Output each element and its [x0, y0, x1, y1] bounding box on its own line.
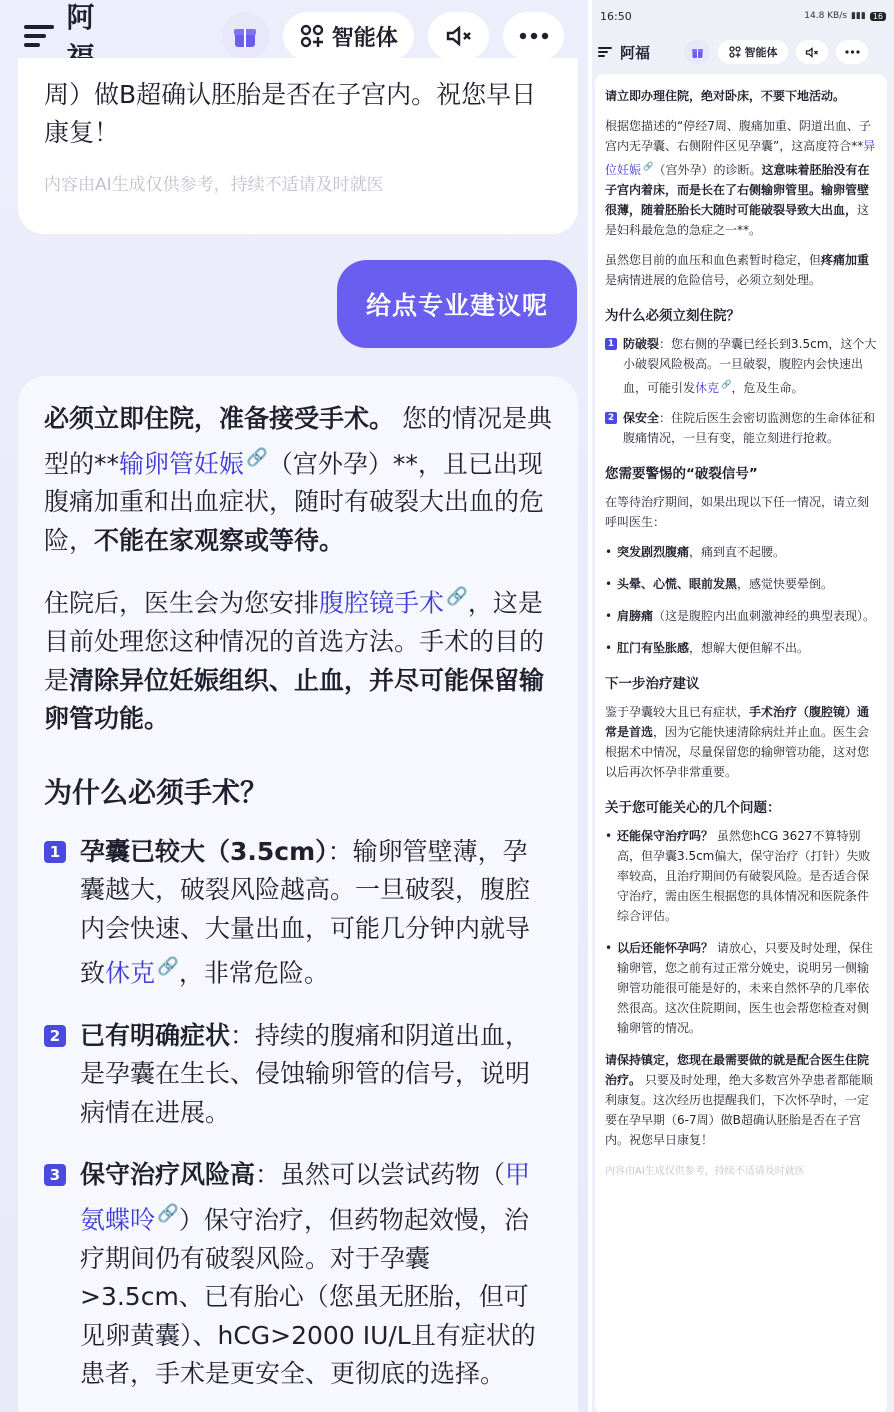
- text: ，想解大便但解不出。: [689, 641, 810, 655]
- more-button[interactable]: [836, 40, 868, 64]
- bold-text: 必须立即住院，准备接受手术。: [44, 404, 395, 433]
- bold-text: 孕囊已较大（3.5cm）: [80, 836, 328, 866]
- list-item: [44, 1017, 552, 1133]
- bold-text: 已有明确症状: [80, 1020, 231, 1050]
- previous-ai-message: [18, 58, 578, 234]
- number-badge: 1: [605, 338, 617, 350]
- text: ，这是目前处理您这种情况的首选方法。手术的目的是: [44, 588, 545, 695]
- list-item: [605, 938, 877, 1038]
- signal-icon: ▮▮▮: [850, 11, 866, 21]
- list-item: [44, 833, 552, 993]
- bold-text: 请立即办理住院，绝对卧床，不要下地活动。: [605, 89, 846, 103]
- paragraph: [605, 86, 877, 106]
- signal-list: [605, 542, 877, 658]
- bold-text: 防破裂: [623, 337, 660, 351]
- section-heading: 关于您可能关心的几个问题：: [605, 800, 781, 816]
- mute-button[interactable]: [428, 12, 489, 60]
- mute-icon: [445, 25, 473, 47]
- bold-text: 还能保守治疗吗？: [617, 829, 714, 843]
- bold-text: 这意味着胚胎没有在子宫内着床，而是长在了右侧输卵管里。输卵管壁很薄，随着胚胎长大随时可能破裂导致大出血，: [605, 163, 870, 217]
- number-badge: 2: [44, 1025, 66, 1047]
- status-icons: [804, 11, 886, 21]
- agent-icon: [729, 46, 741, 58]
- agent-label: 智能体: [744, 46, 778, 59]
- list-item: [605, 574, 877, 594]
- mute-button[interactable]: [796, 40, 828, 64]
- ai-disclaimer: 内容由AI生成仅供参考，持续不适请及时就医: [605, 1166, 805, 1177]
- text: 您的情况是典型的**: [44, 404, 552, 478]
- text: ：输卵管壁薄，孕囊越大，破裂风险越高。一旦破裂，腹腔内会快速、大量出血，可能几分钟内就导致: [80, 836, 531, 988]
- text: 这是妇科最危急的急症之一**。: [605, 203, 870, 237]
- bold-text: 清除异位妊娠组织、止血，并尽可能保留输卵管功能。: [44, 665, 545, 734]
- bold-text: 手术治疗（腹腔镜）通常是首选: [605, 705, 870, 739]
- text: 虽然您hCG 3627不算特别高，但孕囊3.5cm偏大，保守治疗（打针）失败率较高，且治疗期间仍有破裂风险。是否适合保守治疗，需由医生根据您的具体情况和医院条件综合评估。: [617, 829, 871, 923]
- network-speed: 14.8 KB/s: [804, 11, 847, 21]
- agent-button[interactable]: [283, 12, 414, 60]
- link-ectopic-pregnancy[interactable]: 输卵管妊娠: [119, 448, 245, 478]
- section-heading: 您需要警惕的“破裂信号”: [605, 466, 758, 482]
- text: ，痛到直不起腰。: [689, 545, 786, 559]
- paragraph: [44, 578, 552, 738]
- bold-text: 肛门有坠胀感: [617, 641, 690, 655]
- app-title: 阿: [66, 1, 97, 34]
- agent-button[interactable]: [718, 40, 788, 64]
- text: ，危及生命。: [731, 381, 804, 395]
- text: （这是腹腔内出血刺激神经的典型表现）。: [653, 609, 876, 623]
- link-icon: 🔗: [157, 1203, 179, 1224]
- ai-disclaimer: 内容由AI生成仅供参考，持续不适请及时就医: [44, 175, 384, 195]
- link-shock[interactable]: 休克: [105, 958, 156, 988]
- gift-button[interactable]: [222, 12, 270, 60]
- link-ectopic-pregnancy[interactable]: 异位妊娠: [605, 139, 876, 177]
- status-bar: [592, 0, 894, 32]
- more-button[interactable]: [503, 12, 564, 60]
- list-item: [605, 606, 877, 626]
- gift-icon: [691, 46, 704, 59]
- number-badge: 1: [44, 841, 66, 863]
- list-item: [605, 826, 877, 926]
- list-item: [605, 408, 877, 448]
- top-bar: [592, 32, 894, 72]
- text: 虽然您目前的血压和血色素暂时稳定，但: [605, 253, 822, 267]
- bold-text: 突发剧烈腹痛: [617, 545, 690, 559]
- mute-icon: [805, 47, 819, 58]
- paragraph: [605, 116, 877, 240]
- section-heading: 下一步治疗建议: [605, 676, 700, 692]
- status-time: 16:50: [600, 9, 632, 23]
- bold-text: 肩膀痛: [617, 609, 654, 623]
- bold-text: 头晕、心慌、眼前发黑: [617, 577, 738, 591]
- gift-button[interactable]: [684, 40, 710, 64]
- ai-reply-message: [595, 74, 887, 1412]
- number-badge: 3: [44, 1164, 66, 1186]
- bold-text: 疼痛加重: [821, 253, 870, 267]
- gift-icon: [232, 23, 258, 49]
- more-icon: [845, 50, 860, 54]
- text: 请放心，只要及时处理，保住输卵管，您之前有过正常分娩史，说明另一侧输卵管功能很可能是好的，未来自然怀孕的几率依然很高。这次住院期间，医生也会帮您检查对侧输卵管的情况。: [617, 941, 873, 1035]
- list-item: [605, 638, 877, 658]
- link-icon: 🔗: [446, 587, 468, 608]
- paragraph: [44, 400, 552, 560]
- text: ：持续的腹痛和阴道出血，是孕囊在生长、侵蚀输卵管的信号，说明病情在进展。: [80, 1020, 531, 1127]
- text: ：虽然可以尝试药物（: [255, 1160, 506, 1190]
- text: ：您右侧的孕囊已经长到3.5cm，这个大小破裂风险极高。一旦破裂，腹腔内会快速出血，可能引发: [623, 337, 877, 395]
- bold-text: 保安全: [623, 411, 660, 425]
- text: 只要及时处理，绝大多数宫外孕患者都能顺利康复。这次经历也提醒我们，下次怀孕时，一定要在孕早期（6-7周）做B超确认胚胎是否在子宫内。祝您早日康复！: [605, 1073, 873, 1147]
- list-item: [605, 542, 877, 562]
- message-text: 周）做B超确认胚胎是否在子宫内。祝您早日康复！: [44, 80, 537, 147]
- phone-screen: [592, 0, 894, 1412]
- text: 住院后，医生会为您安排: [44, 588, 320, 618]
- text: ：住院后医生会密切监测您的生命体征和腹痛情况，一旦有变，能立刻进行抢救。: [623, 411, 876, 445]
- ai-reply-message: [18, 376, 578, 1412]
- text: （宫外孕）**，且已出现腹痛加重和出血症状，随时有破裂大出血的危险，: [44, 448, 545, 555]
- section-heading: 为什么必须立刻住院？: [605, 308, 740, 324]
- link-methotrexate[interactable]: 甲氨蝶呤: [80, 1160, 531, 1235]
- paragraph: 在等待治疗期间，如果出现以下任一情况，请立刻呼叫医生：: [605, 495, 870, 529]
- link-icon: 🔗: [643, 161, 654, 171]
- bold-text: 保守治疗风险高: [80, 1160, 256, 1190]
- paragraph: [605, 250, 877, 290]
- bold-text: 以后还能怀孕吗？: [617, 941, 714, 955]
- text: ，非常危险。: [178, 958, 329, 988]
- text: 是病情进展的危险信号，必须立刻处理。: [605, 273, 822, 287]
- text: ，因为它能快速清除病灶并止血。医生会根据术中情况，尽量保留您的输卵管功能，这对您以后再次怀孕非常重要。: [605, 725, 870, 779]
- bold-text: 不能在家观察或等待。: [94, 525, 345, 555]
- app-title: 阿福: [620, 43, 651, 62]
- number-badge: 2: [605, 412, 617, 424]
- user-message-bubble: 给点专业建议呢: [337, 260, 577, 348]
- menu-icon[interactable]: [24, 25, 53, 47]
- text: 根据您描述的“停经7周、腹痛加重、阴道出血、子宫内无孕囊、右侧附件区见孕囊”，这高度符合**: [605, 119, 871, 153]
- menu-icon[interactable]: [598, 47, 612, 57]
- link-laparoscopy[interactable]: 腹腔镜手术: [319, 588, 445, 618]
- battery-level: 16: [870, 12, 886, 21]
- more-icon: [519, 32, 549, 40]
- link-icon: 🔗: [721, 379, 732, 389]
- list-item: [605, 334, 877, 398]
- section-heading: 为什么必须手术？: [44, 775, 269, 809]
- faq-list: [605, 826, 877, 1038]
- link-icon: 🔗: [246, 447, 268, 468]
- text: （宫外孕）的诊断。: [653, 163, 762, 177]
- text: 鉴于孕囊较大且已有症状，: [605, 705, 750, 719]
- text: ）保守治疗，但药物起效慢，治疗期间仍有破裂风险。对于孕囊>3.5cm、已有胎心（您虽无胚胎，但可见卵黄囊）、hCG>2000 IU/L且有症状的患者，手术是更安全、更彻底的选择。: [80, 1205, 536, 1389]
- link-shock[interactable]: 休克: [695, 381, 720, 395]
- paragraph: [605, 1050, 877, 1150]
- agent-label: 智能体: [331, 25, 398, 51]
- paragraph: [605, 702, 877, 782]
- link-icon: 🔗: [157, 957, 179, 978]
- list-item: [44, 1156, 552, 1393]
- bold-text: 请保持镇定，您现在最需要做的就是配合医生住院治疗。: [605, 1053, 870, 1087]
- text: ，感觉快要晕倒。: [737, 577, 834, 591]
- agent-icon: [300, 24, 324, 48]
